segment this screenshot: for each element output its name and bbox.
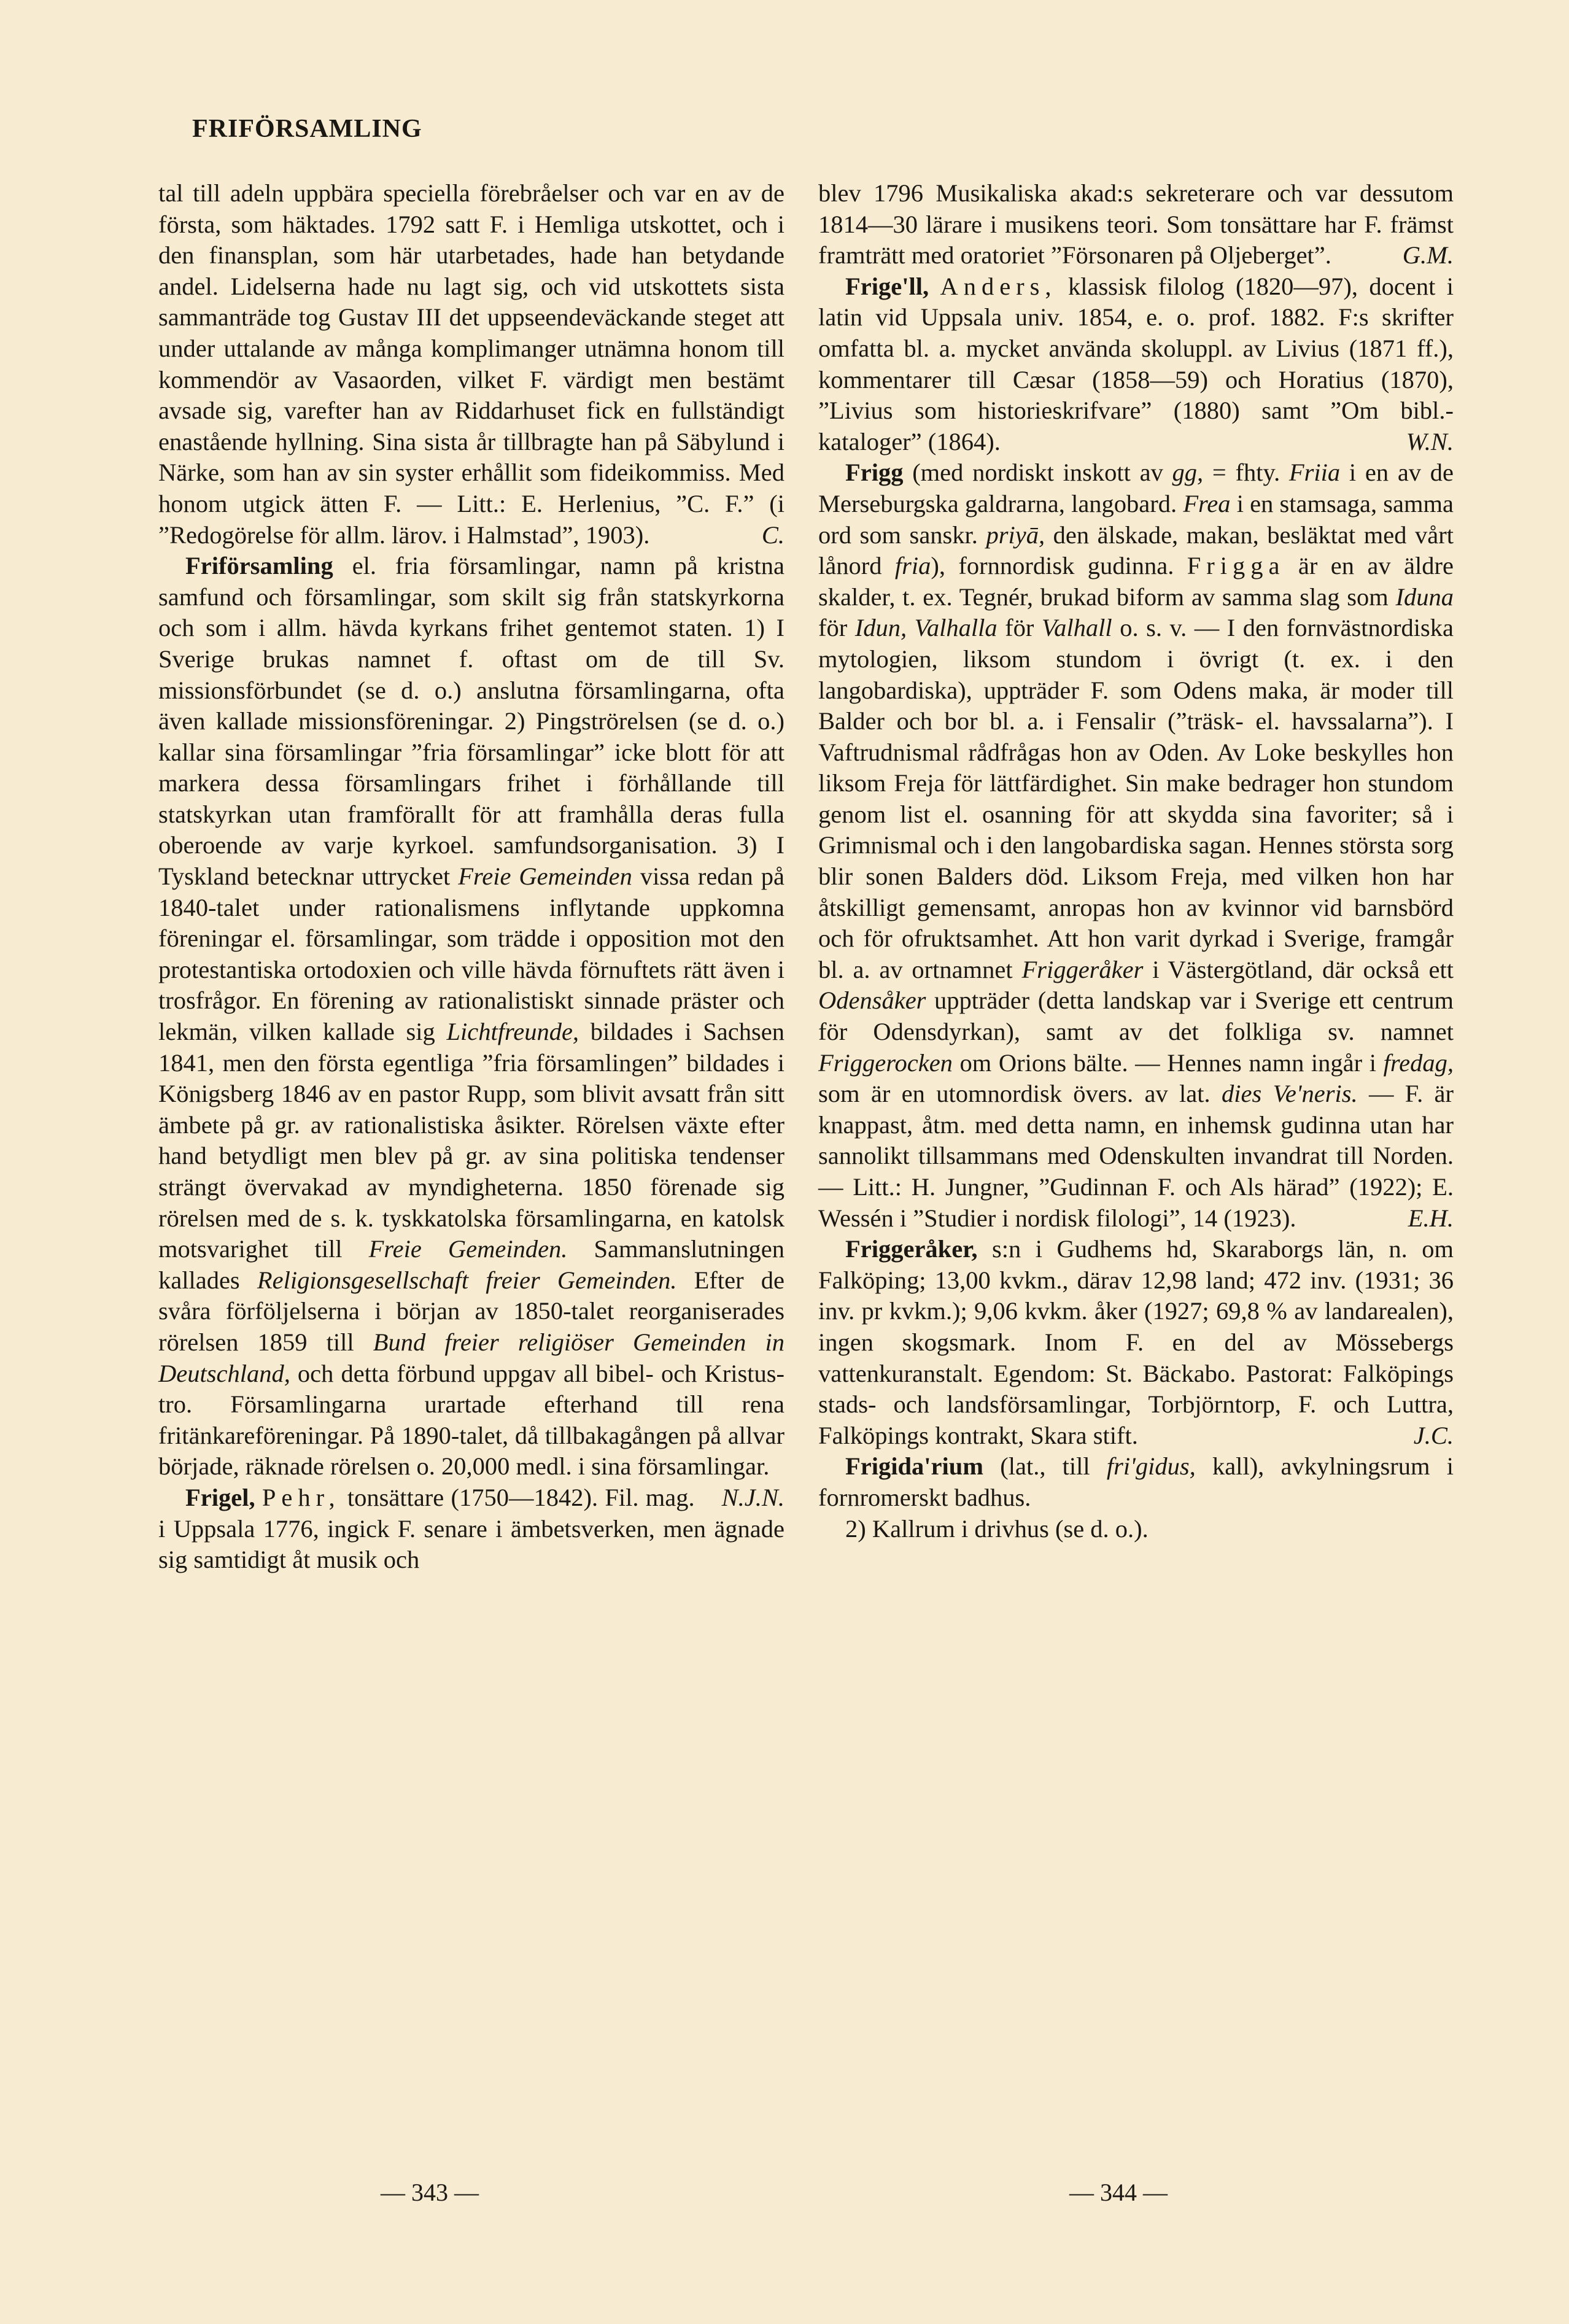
entry-italic: Freie Gemeinden.	[368, 1235, 568, 1263]
entry-text: blev 1796 Musikaliska akad:s sekreterare och var dessutom 1814—30 lärare i musikens teori. Som tonsättare har F. främst framträtt med oratoriet ”Försonaren på Oljeberget”.	[818, 179, 1454, 269]
entry-italic: gg,	[1172, 459, 1204, 487]
entry-headword: Frigida'rium	[845, 1452, 983, 1481]
entry-italic: Frea	[1183, 489, 1231, 517]
author-signature: E.H.	[1408, 1204, 1454, 1232]
entry-italic: Freie Gemeinden	[458, 862, 632, 891]
entry-text: och detta förbund uppgav all bibel- och Kristus-tro. Församlingarna urartade efterhand till rena fritänkareföreningar. På 1890-talet, då tillbakagången på allvar började, räknade rörelsen o. 20,000 medl. i sina församlingar.	[158, 1359, 784, 1481]
entry-text: för	[997, 614, 1042, 642]
entry-text: 2) Kallrum i drivhus (se d. o.).	[845, 1514, 1149, 1543]
entry-italic: Friggeråker	[1021, 955, 1144, 983]
entry-frigidarium	[818, 1451, 1454, 1513]
entry-continuation	[158, 178, 784, 551]
entry-frigel	[158, 1482, 784, 1576]
entry-spaced-name: Pehr,	[262, 1483, 341, 1511]
entry-text: tonsättare (1750—1842). Fil. mag. i Uppsala 1776, ingick F. senare i ämbetsverken, men ägnade sig samtidigt åt musik och	[158, 1483, 784, 1574]
entry-italic: Odensåker	[818, 986, 926, 1015]
entry-friggeraker	[818, 1234, 1454, 1451]
entry-text: kall), avkylningsrum i fornromerskt badhus.	[818, 1452, 1454, 1511]
entry-text: i en av de Merseburgska galdrarna, langobard.	[818, 459, 1454, 517]
entry-continuation	[818, 178, 1454, 271]
entry-frigell	[818, 271, 1454, 458]
entry-text: (med nordiskt inskott av	[903, 459, 1172, 487]
entry-text: vissa redan på 1840-talet under rationalismens inflytande uppkomna föreningar el. församlingar, som trädde i opposition mot den protestantiska ortodoxien och ville hävda förnuftets rätt även i trosfrågor. En förening av rationalistiskt sinnade präster och lekmän, vilken kallade sig	[158, 862, 784, 1046]
entry-text: den älskade, makan, besläktat med vårt lånord	[818, 521, 1454, 580]
entry-text: (lat., till	[983, 1452, 1107, 1481]
entry-text: s:n i Gudhems hd, Skaraborgs län, n. om Falköping; 13,00 kvkm., därav 12,98 land; 472 inv. (1931; 36 inv. pr kvkm.); 9,06 kvkm. åker (1927; 69,8 % av landarealen), ingen skogsmark. Inom F. en del av Mössebergs vattenkuranstalt. Egendom: St. Bäckabo. Pastorat: Falköpings stads- och landsförsamlingar, Torbjörntorp, F. och Luttra, Falköpings kontrakt, Skara stift.	[818, 1235, 1454, 1449]
entry-spaced-name: Frigga	[1187, 552, 1285, 580]
author-signature: J.C.	[1413, 1421, 1454, 1449]
entry-text: el. fria församlingar, namn på kristna samfund och församlingar, som skilt sig från statskyrkorna och som i allm. hävda kyrkans frihet gentemot staten. 1) I Sverige brukas namnet f. oftast om de till Sv. missionsförbundet (se d. o.) anslutna församlingarna, ofta även kallade missionsföreningar. 2) Pingströrelsen (se d. o.) kallar sina församlingar ”fria församlingar” icke blott för att markera dessa församlingars frihet i förhållande till statskyrkan utan framförallt för att framhålla deras fulla oberoende av varje kyrkoel. samfundsorganisation. 3) I Tyskland betecknar uttrycket	[158, 552, 784, 891]
author-signature: N.J.N.	[721, 1483, 784, 1511]
author-signature: G.M.	[1402, 241, 1454, 269]
entry-text: ), fornnordisk gudinna.	[931, 552, 1187, 580]
entry-text: o. s. v. — I den fornvästnordiska mytologien, liksom stundom i övrigt (t. ex. i den langobardiska), uppträder F. som Odens maka, är moder till Balder och bor bl. a. i Fensalir (”träsk- el. havssalarna”). I Vaftrudnismal rådfrågas hon av Oden. Av Loke beskylles hon liksom Freja för lättfärdighet. Sin make bedrager hon stundom genom list el. osanning för att skydda sina favoriter; så i Grimnismal och i den langobardiska sagan. Hennes största sorg blir sonen Balders död. Liksom Freja, med vilken hon har åtskilligt gemensamt, anropas hon av kvinnor vid barnsbörd och för ofruktsamhet. Att hon varit dyrkad i Sverige, framgår bl. a. av ortnamnet	[818, 614, 1454, 983]
entry-text: Sammanslutningen kallades	[158, 1235, 784, 1294]
entry-italic: fredag,	[1383, 1048, 1454, 1077]
entry-headword: Frigg	[845, 459, 904, 487]
entry-text: tal till adeln uppbära speciella förebråelser och var en av de första, som häktades. 1792 satt F. i Hemliga utskottet, och i den finansplan, som här utarbetades, hade han betydande andel. Lidelserna hade nu lagt sig, och vid utskottets sista sammanträde tog Gustav III det uppseendeväckande steget att under uttalande av många komplimanger utnämna honom till kommendör av Vasaorden, vilket F. värdigt men bestämt avsade sig, varefter han av Riddarhuset fick en fullständigt enastående hyllning. Sina sista år tillbragte han på Säbylund i Närke, som han av sin syster erhållit som fideikommiss. Med honom utgick ätten F. — Litt.: E. Herlenius, ”C. F.” (i ”Redogörelse för allm. lärov. i Halmstad”, 1903).	[158, 179, 784, 549]
entry-italic: dies Ve'neris.	[1222, 1080, 1358, 1108]
entry-text: klassisk filolog (1820—97), docent i latin vid Uppsala univ. 1854, e. o. prof. 1882. F:s skrifter omfatta bl. a. mycket använda skoluppl. av Livius (1871 ff.), kommentarer till Cæsar (1858—59) och Horatius (1870), ”Livius som historieskrifvare” (1880) samt ”Om bibl.-kataloger” (1864).	[818, 272, 1454, 455]
entry-text: uppträder (detta landskap var i Sverige ett centrum för Odensdyrkan), samt av det folkliga sv. namnet	[818, 986, 1454, 1046]
entry-text: Efter de svåra förföljelserna i början av 1850-talet reorganiserades rörelsen 1859 till	[158, 1266, 784, 1356]
entry-text: om Orions bälte. — Hennes namn ingår i	[952, 1048, 1384, 1077]
entry-italic: Lichtfreunde,	[446, 1018, 579, 1046]
entry-text: är en av äldre skalder, t. ex. Tegnér, brukad biform av samma slag som	[818, 552, 1454, 611]
entry-headword: Frige'll,	[845, 272, 929, 300]
entry-headword: Friggeråker,	[845, 1235, 978, 1263]
entry-headword: Friförsamling	[185, 552, 333, 580]
author-signature: W.N.	[1406, 427, 1454, 455]
entry-text: — F. är knappast, åtm. med detta namn, en inhemsk gudinna utan har sannolikt tillsammans med Odenskulten invandrat till Norden. — Litt.: H. Jungner, ”Gudinnan F. och Als härad” (1922); E. Wessén i ”Studier i nordisk filologi”, 14 (1923).	[818, 1080, 1454, 1232]
entry-headword: Frigel,	[185, 1483, 255, 1511]
entry-text: i Västergötland, där också ett	[1143, 955, 1454, 983]
entry-spaced-name: Anders,	[940, 272, 1057, 300]
entry-italic: Idun, Valhalla	[854, 614, 998, 642]
entry-text: som är en utomnordisk övers. av lat.	[818, 1080, 1222, 1108]
entry-italic: Valhall	[1041, 614, 1112, 642]
entry-text: = fhty.	[1203, 459, 1289, 487]
entry-italic: Friggerocken	[818, 1048, 953, 1077]
author-signature: C.	[761, 521, 784, 549]
entry-italic: Iduna	[1395, 583, 1454, 611]
entry-italic: Bund freier religiöser Gemeinden in Deutschland,	[158, 1328, 784, 1387]
entry-italic: fri'gidus,	[1106, 1452, 1196, 1481]
right-column	[818, 178, 1454, 1544]
entry-frigg	[818, 457, 1454, 1234]
entry-italic: fria	[894, 552, 931, 580]
page-number-right: — 344 —	[1069, 2179, 1168, 2206]
entry-italic: Friia	[1288, 459, 1341, 487]
entry-italic: priyā,	[986, 521, 1045, 549]
entry-text: i en stamsaga, samma ord som sanskr.	[818, 489, 1454, 549]
entry-frigidarium-sense-2	[818, 1514, 1454, 1545]
entry-text: bildades i Sachsen 1841, men den första egentliga ”fria församlingen” bildades i Königsberg 1846 av en pastor Rupp, som blivit avsatt från sitt ämbete på gr. av rationalistiska åsikter. Rörelsen växte efter hand betydligt men blev på gr. av sina politiska tendenser strängt övervakad av myndigheterna. 1850 förenade sig rörelsen med de s. k. tyskkatolska församlingarna, en katolsk motsvarighet till	[158, 1018, 784, 1263]
entry-text: för	[818, 614, 855, 642]
entry-italic: Religionsgesellschaft freier Gemeinden.	[257, 1266, 677, 1294]
left-column	[158, 178, 784, 1576]
running-header: FRIFÖRSAMLING	[192, 115, 422, 143]
page-number-left: — 343 —	[381, 2179, 479, 2206]
